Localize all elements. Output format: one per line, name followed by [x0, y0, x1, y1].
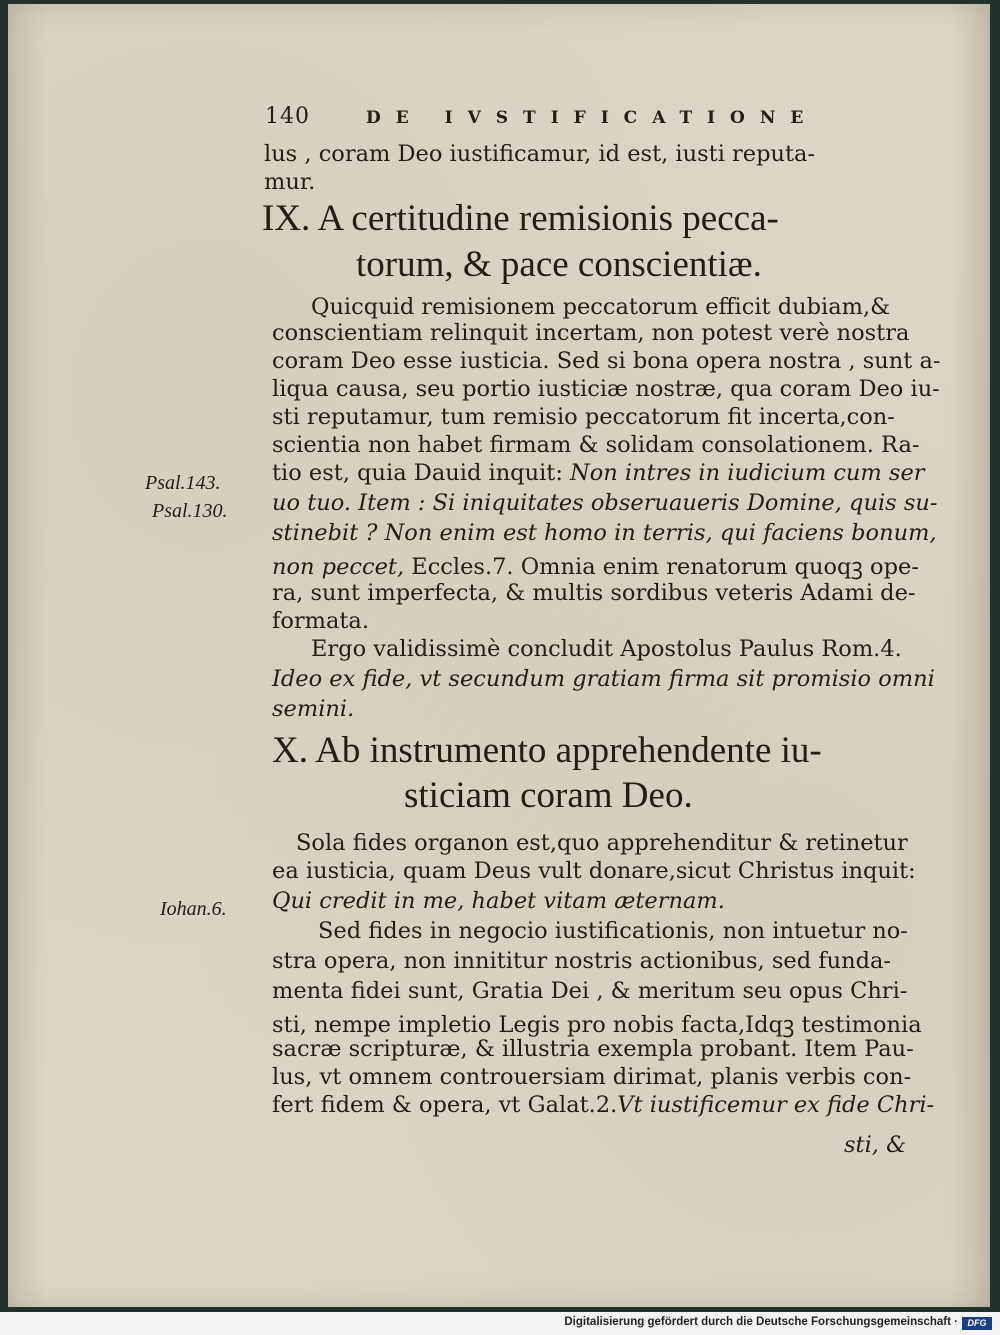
quotation-line: uo tuo. Item : Si iniquitates obseruaueris Domine, quis su- [272, 490, 938, 516]
text-line: lus , coram Deo iustificamur, id est, iusti reputa- [264, 141, 816, 167]
quotation: non peccet, [272, 554, 405, 580]
section-heading-x-cont: sticiam coram Deo. [404, 775, 693, 816]
text-line: mur. [264, 169, 316, 195]
text-line [272, 460, 925, 486]
text-line: Ergo validissimè concludit Apostolus Paulus Rom.4. [311, 636, 902, 662]
text-line: Sed fides in negocio iustificationis, non intuetur no- [318, 918, 908, 944]
text-line: Quicquid remisionem peccatorum efficit dubiam,& [311, 294, 891, 320]
quotation: Non intres in iudicium cum ser [562, 460, 925, 486]
text-line: liqua causa, seu portio iusticiæ nostræ, qua coram Deo iu- [272, 376, 940, 402]
text-line: sti, nempe impletio Legis pro nobis facta,Idqꝫ testimonia [272, 1012, 922, 1038]
dfg-logo: DFG [962, 1317, 992, 1330]
text-span: tio est, quia Dauid inquit: [272, 460, 563, 486]
text-line [272, 550, 919, 581]
text-span: Eccles.7. Omnia enim renatorum quoqꝫ ope- [404, 554, 919, 580]
text-line [272, 1092, 934, 1118]
footer-credit: Digitalisierung gefördert durch die Deutsche Forschungsgemeinschaft · [564, 1316, 958, 1328]
quotation-line: stinebit ? Non enim est homo in terris, qui faciens bonum, [272, 520, 937, 546]
section-heading-ix-cont: torum, & pace conscientiæ. [356, 244, 762, 285]
text-line: ea iusticia, quam Deus vult donare,sicut Christus inquit: [272, 858, 916, 884]
text-line: Sola fides organon est,quo apprehenditur & retinetur [296, 830, 908, 856]
text-line: ra, sunt imperfecta, & multis sordibus veteris Adami de- [272, 580, 916, 606]
margin-note-psal-130: Psal.130. [152, 500, 228, 522]
quotation-line: sti, & [844, 1132, 907, 1158]
text-line: sti reputamur, tum remisio peccatorum fit incerta,con- [272, 404, 895, 430]
margin-note-psal-143: Psal.143. [145, 472, 221, 494]
text-line: stra opera, non innititur nostris actionibus, sed funda- [272, 948, 892, 974]
section-heading-x: X. Ab instrumento apprehendente iu- [272, 730, 822, 771]
text-line: scientia non habet firmam & solidam consolationem. Ra- [272, 432, 920, 458]
margin-note-iohan-6: Iohan.6. [160, 898, 227, 920]
quotation: Vt iustificemur ex fide Chri- [617, 1092, 935, 1118]
text-line: conscientiam relinquit incertam, non potest verè nostra [272, 320, 910, 346]
footer-bar [0, 1312, 1000, 1335]
running-title: DE IVSTIFICATIONE [366, 108, 819, 128]
text-line: lus, vt omnem controuersiam dirimat, planis verbis con- [272, 1064, 912, 1090]
text-line: menta fidei sunt, Gratia Dei , & meritum seu opus Chri- [272, 978, 908, 1004]
book-page [8, 4, 990, 1307]
page-number: 140 [265, 104, 310, 129]
quotation-line: Ideo ex fide, vt secundum gratiam firma sit promisio omni [272, 666, 935, 692]
quotation-line: semini. [272, 696, 355, 722]
section-heading-ix: IX. A certitudine remisionis pecca- [262, 198, 779, 239]
text-line: formata. [272, 608, 369, 634]
text-span: fert fidem & opera, vt Galat.2. [272, 1092, 618, 1118]
running-head [265, 104, 818, 129]
text-line: coram Deo esse iusticia. Sed si bona opera nostra , sunt a- [272, 348, 941, 374]
text-line: sacræ scripturæ, & illustria exempla probant. Item Pau- [272, 1036, 914, 1062]
quotation-line: Qui credit in me, habet vitam æternam. [272, 888, 725, 914]
